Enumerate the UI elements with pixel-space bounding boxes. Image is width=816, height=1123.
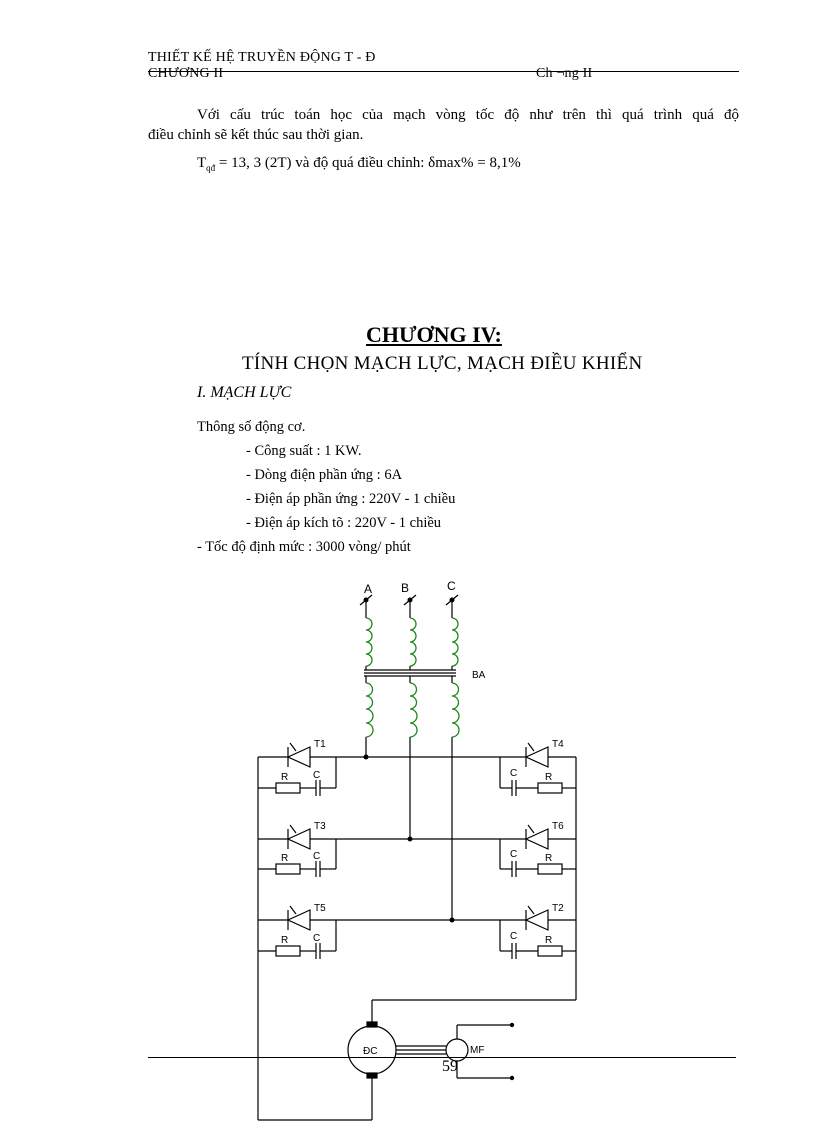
document-header-chapter-right: Ch ¬ng II [536, 66, 593, 81]
resistor-label: R [545, 772, 553, 783]
resistor-label: R [281, 853, 289, 864]
document-header-title: THIẾT KẾ HỆ TRUYỀN ĐỘNG T - Đ [148, 50, 376, 65]
thyristor-label-t3: T3 [314, 821, 326, 832]
spec-rated-speed: - Tốc độ định mức : 3000 vòng/ phút [197, 539, 411, 555]
capacitor-label: C [313, 851, 321, 862]
document-header-chapter: CHƯƠNG II [148, 66, 224, 81]
formula-symbol: T [197, 155, 207, 171]
thyristor-label-t5: T5 [314, 903, 326, 914]
capacitor-label: C [510, 849, 518, 860]
spec-power: - Công suất : 1 KW. [246, 443, 362, 459]
motor-label: ĐC [363, 1046, 378, 1057]
transformer-label: BA [472, 670, 486, 681]
resistor-label: R [281, 772, 289, 783]
spec-armature-current: - Dòng điện phần ứng : 6A [246, 467, 403, 483]
thyristor-label-t4: T4 [552, 739, 564, 750]
resistor-label: R [545, 935, 553, 946]
formula-rest: = 13, 3 (2T) và độ quá điều chỉnh: δmax% = 8,1% [218, 155, 521, 171]
phase-label-a: A [364, 582, 373, 596]
resistor-label: R [545, 853, 553, 864]
capacitor-label: C [510, 931, 518, 942]
spec-field-voltage: - Điện áp kích tõ : 220V - 1 chiều [246, 515, 442, 531]
phase-label-c: C [447, 579, 456, 593]
chapter-subtitle: TÍNH CHỌN MẠCH LỰC, MẠCH ĐIỀU KHIỂN [242, 353, 643, 374]
capacitor-label: C [313, 933, 321, 944]
chapter-title: CHƯƠNG IV: [366, 322, 502, 347]
thyristor-label-t1: T1 [314, 739, 326, 750]
motor-specs-intro: Thông số động cơ. [197, 419, 306, 435]
page-number: 59 [442, 1058, 458, 1075]
capacitor-label: C [510, 768, 518, 779]
intro-paragraph-line-2: điều chỉnh sẽ kết thúc sau thời gian. [148, 127, 364, 143]
spec-armature-voltage: - Điện áp phần ứng : 220V - 1 chiều [246, 491, 456, 507]
capacitor-label: C [313, 770, 321, 781]
generator-label: MF [470, 1045, 485, 1056]
thyristor-label-t6: T6 [552, 821, 564, 832]
intro-paragraph-line-1: Với cấu trúc toán học của mạch vòng tốc độ như trên thì quá trình quá độ [197, 107, 739, 123]
section-heading: I. MẠCH LỰC [197, 384, 292, 401]
phase-label-b: B [401, 581, 410, 595]
resistor-label: R [281, 935, 289, 946]
thyristor-label-t2: T2 [552, 903, 564, 914]
formula-subscript: qđ [206, 163, 216, 173]
